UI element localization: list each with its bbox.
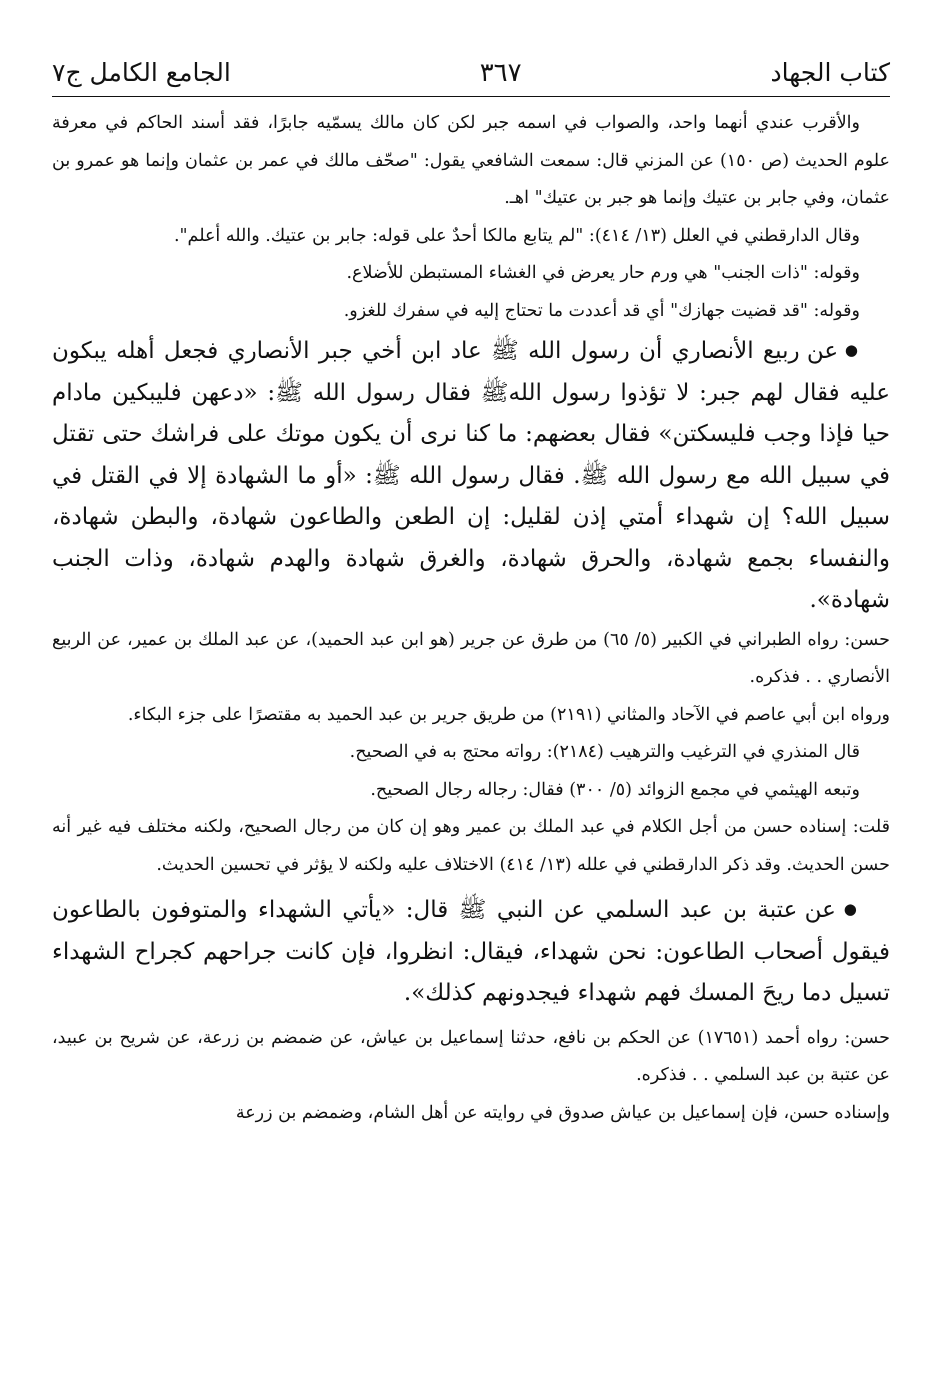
commentary-paragraph: والأقرب عندي أنهما واحد، والصواب في اسمه جبر لكن كان مالك يسمّيه جابرًا، فقد أسند الحاكم في معرفة علوم الحديث (ص ١٥٠) عن المزني قال: سمعت الشافعي يقول: "صحّف مالك في عمر بن عثمان وإنما هو عمرو بن عثمان، وفي جابر بن عتيك وإنما هو جبر بن عتيك" اهـ. (52, 113, 890, 208)
commentary-paragraph: ورواه ابن أبي عاصم في الآحاد والمثاني (٢١٩١) من طريق جرير بن عبد الحميد به مقتصرًا على جزء البكاء. (127, 704, 890, 725)
page (52, 56, 890, 1132)
commentary-paragraph: وقوله: "ذات الجنب" هي ورم حار يعرض في الغشاء المستبطن للأضلاع. (346, 263, 860, 283)
header-volume-title: الجامع الكامل ج٧ (52, 58, 231, 87)
commentary-paragraph: وتبعه الهيثمي في مجمع الزوائد (٥/ ٣٠٠) فقال: رجاله رجال الصحيح. (370, 779, 860, 800)
page-number: ٣٦٧ (479, 58, 522, 88)
commentary-paragraph: وإسناده حسن، فإن إسماعيل بن عياش صدوق في روايته عن أهل الشام، وضمضم بن زرعة (235, 1102, 890, 1123)
grading-paragraph: حسن: رواه الطبراني في الكبير (٥/ ٦٥) من طرق عن جرير (هو ابن عبد الحميد)، عن عبد الملك بن عمير، عن الربيع الأنصاري . . فذكره. (52, 629, 890, 687)
header-divider (52, 96, 890, 97)
commentary-paragraph: قال المنذري في الترغيب والترهيب (٢١٨٤): رواته محتج به في الصحيح. (349, 742, 860, 762)
header-book-title: كتاب الجهاد (770, 58, 890, 87)
commentary-paragraph: وقوله: "قد قضيت جهازك" أي قد أعددت ما تحتاج إليه في سفرك للغزو. (343, 300, 860, 321)
hadith-text: ● عن ربيع الأنصاري أن رسول الله ﷺ عاد ابن أخي جبر الأنصاري فجعل أهله يبكون عليه فقال لهم جبر: لا تؤذوا رسول اللهﷺ فقال رسول الله ﷺ: «دعهن فليبكين مادام حيا فإذا وجب فليسكتن» فقال بعضهم: ما كنا نرى أن يكون موتك على فراشك حتى تقتل في سبيل الله مع رسول الله ﷺ. فقال رسول الله ﷺ: «أو ما الشهادة إلا في القتل في سبيل الله؟ إن شهداء أمتي إذن لقليل: إن الطعن والطاعون شهادة، والبطن شهادة، والنفساء بجمع شهادة، والحرق شهادة، والغرق شهادة والهدم شهادة، وذات الجنب شهادة». (52, 330, 890, 622)
running-header (52, 56, 890, 96)
commentary-paragraph: وقال الدارقطني في العلل (١٣/ ٤١٤): "لم يتابع مالكا أحدٌ على قوله: جابر بن عتيك. والله أعلم". (173, 225, 860, 246)
hadith-text: ● عن عتبة بن عبد السلمي عن النبي ﷺ قال: «يأتي الشهداء والمتوفون بالطاعون فيقول أصحاب الطاعون: نحن شهداء، فيقال: انظروا، فإن كانت جراحهم كجراح الشهداء تسيل دما ريحَ المسك فهم شهداء فيجدونهم كذلك». (52, 889, 890, 1015)
grading-paragraph: حسن: رواه أحمد (١٧٦٥١) عن الحكم بن نافع، حدثنا إسماعيل بن عياش، عن ضمضم بن زرعة، عن شريح بن عبيد، عن عتبة بن عبد السلمي . . فذكره. (52, 1027, 890, 1085)
commentary-paragraph: قلت: إسناده حسن من أجل الكلام في عبد الملك بن عمير وهو إن كان من رجال الصحيح، ولكنه مختلف فيه غير أنه حسن الحديث. وقد ذكر الدارقطني في علله (١٣/ ٤١٤) الاختلاف عليه ولكنه لا يؤثر في تحسين الحديث. (52, 817, 890, 875)
